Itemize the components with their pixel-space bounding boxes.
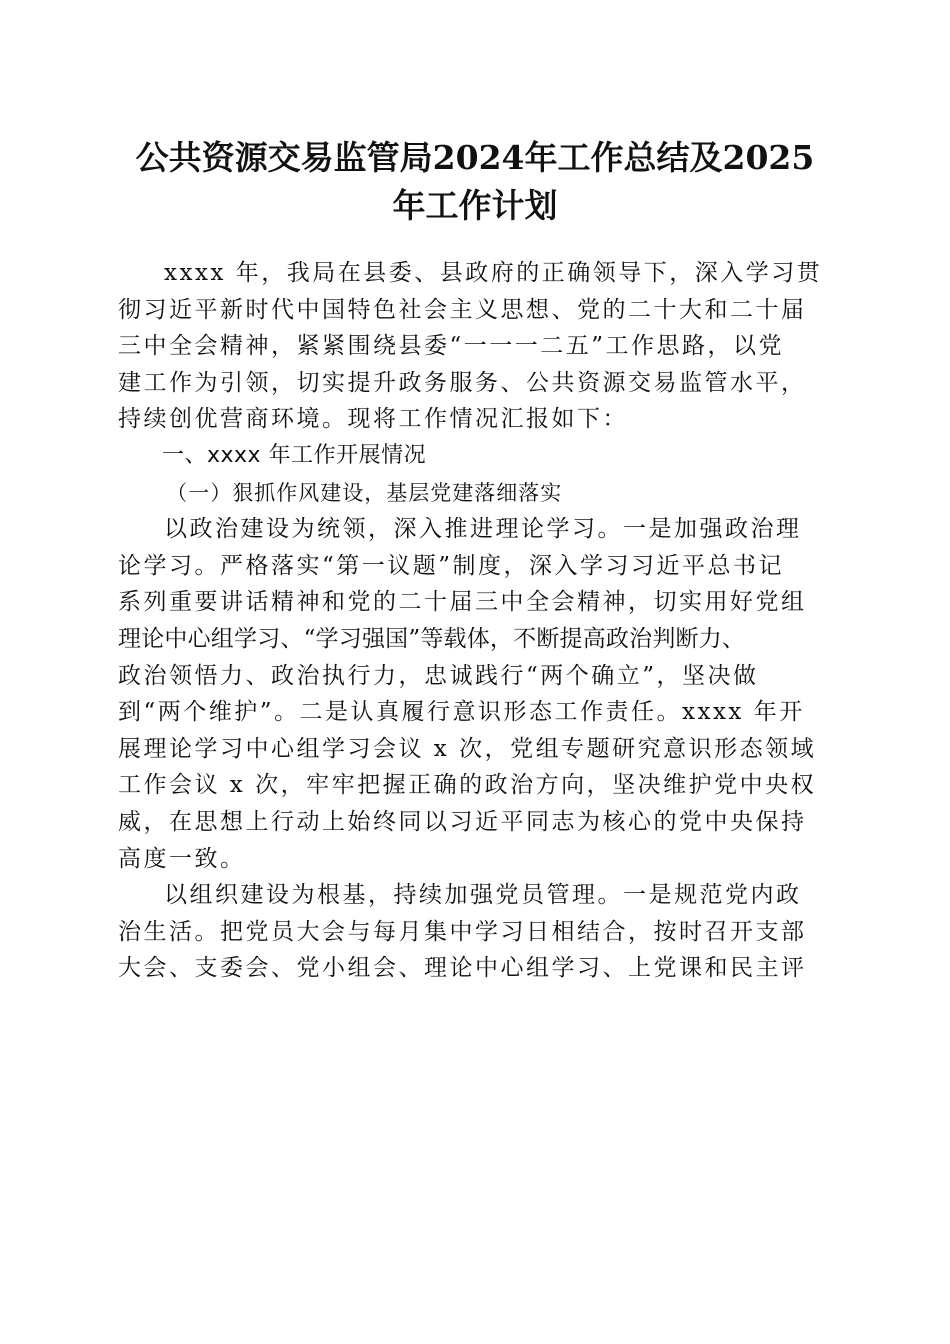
subsection-heading: （一）狠抓作风建设，基层党建落细落实	[166, 480, 563, 505]
intro-line: xxxx 年，我局在县委、县政府的正确领导下，深入学习贯	[164, 260, 823, 286]
paragraph-line: 展理论学习中心组学习会议 x 次，党组专题研究意识形态领域	[118, 735, 817, 762]
title-line-2: 年工作计划	[392, 186, 558, 225]
document-title	[100, 134, 850, 230]
intro-paragraph	[118, 255, 830, 438]
intro-line: 彻习近平新时代中国特色社会主义思想、党的二十大和二十届	[118, 296, 807, 323]
paragraph-line: 威，在思想上行动上始终同以习近平同志为核心的党中央保持	[118, 808, 807, 835]
paragraph-line: 以组织建设为根基，持续加强党员管理。一是规范党内政	[164, 882, 802, 909]
paragraph-line: 论学习。严格落实“第一议题”制度，深入学习习近平总书记	[118, 552, 785, 579]
title-line-1: 公共资源交易监管局2024年工作总结及2025	[135, 138, 815, 177]
paragraph-line: 工作会议 x 次，牢牢把握正确的政治方向，坚决维护党中央权	[118, 772, 817, 799]
paragraph-line: 以政治建设为统领，深入推进理论学习。一是加强政治理	[164, 516, 802, 543]
paragraph-line: 政治领悟力、政治执行力，忠诚践行“两个确立”，坚决做	[118, 662, 759, 689]
intro-line: 三中全会精神，紧紧围绕县委“一一一二五”工作思路，以党	[118, 333, 785, 360]
document-body	[118, 255, 830, 987]
paragraph-line: 治生活。把党员大会与每月集中学习日相结合，按时召开支部	[118, 918, 807, 945]
paragraph-line: 高度一致。	[118, 845, 246, 872]
paragraph-political-building	[118, 511, 830, 877]
paragraph-line: 系列重要讲话精神和党的二十届三中全会精神，切实用好党组	[118, 589, 807, 616]
paragraph-organization-building	[118, 877, 830, 987]
intro-line: 持续创优营商环境。现将工作情况汇报如下：	[118, 406, 628, 433]
paragraph-line: 理论中心组学习、“学习强国”等载体，不断提高政治判断力、	[118, 625, 746, 652]
intro-line: 建工作为引领，切实提升政务服务、公共资源交易监管水平，	[118, 369, 807, 396]
section-heading: 一、xxxx 年工作开展情况	[162, 442, 427, 468]
paragraph-line: 到“两个维护”。二是认真履行意识形态工作责任。xxxx 年开	[118, 699, 805, 726]
paragraph-line: 大会、支委会、党小组会、理论中心组学习、上党课和民主评	[118, 955, 807, 982]
